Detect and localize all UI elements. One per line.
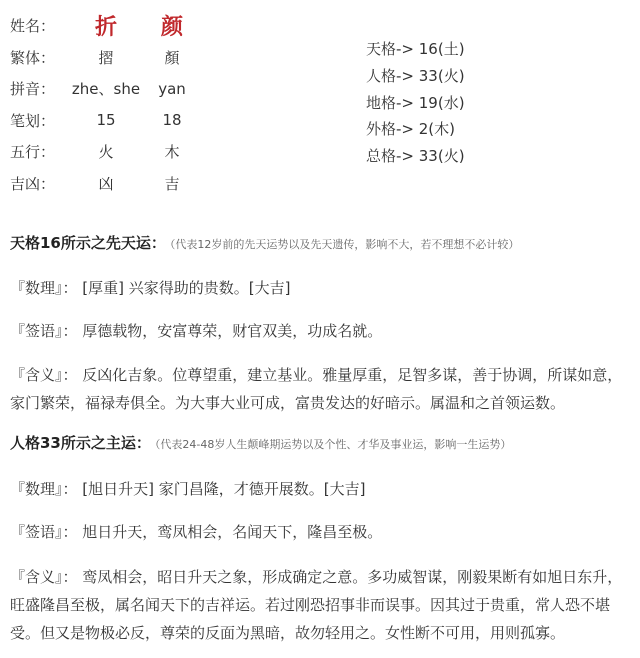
row-label: 拼音： (10, 80, 56, 99)
cell-value: 顏 (164, 48, 180, 67)
info-row-fortune (10, 168, 200, 200)
section-heading (10, 232, 628, 256)
row-label: 姓名： (10, 17, 56, 36)
surname-char: 折 (94, 15, 117, 41)
given-name-char: 颜 (160, 15, 183, 41)
section-title: 天格16所示之先天运： (10, 234, 166, 252)
section-note: （代表24-48岁人生颠峰期运势以及个性、才华及事业运，影响一生运势） (154, 438, 512, 451)
five-grid-list (366, 36, 465, 170)
cell-value: 木 (164, 143, 180, 162)
grid-item-di: 地格-> 19(水) (366, 93, 465, 112)
row-label: 吉凶： (10, 174, 56, 193)
info-row-strokes (10, 105, 200, 137)
grid-item-tian: 天格-> 16(土) (366, 40, 465, 58)
qianyu-paragraph: 『签语』： 厚德载物，安富尊荣，财官双美，功成名就。 (10, 322, 383, 340)
cell-value: 18 (162, 111, 182, 130)
grid-item-wai: 外格-> 2(木) (366, 120, 455, 139)
section-heading (10, 432, 628, 456)
info-row-name (10, 10, 200, 42)
info-row-pinyin (10, 73, 200, 105)
hanyi-paragraph: 『含义』： 鸾凤相会，昭日升天之象，形成确定之意。多功威智谋，刚毅果断有如旭日东升，旺盛隆昌至极，属名闻天下的吉祥运。若过刚恐招事非而误事。因其过于贵重，常人恐不堪受。但又是物极必反，尊荣的反面为黑暗，故勿轻用之。女性断不可用，用则孤寡。 (10, 568, 623, 642)
grid-item-ren: 人格-> 33(火) (366, 66, 465, 85)
cell-value: 吉 (164, 174, 180, 193)
row-label: 繁体： (10, 48, 56, 67)
hanyi-paragraph: 『含义』： 反凶化吉象。位尊望重，建立基业。雅量厚重，足智多谋，善于协调，所谋如意，家门繁荣，福禄寿俱全。为大事大业可成，富贵发达的好暗示。属温和之首领运数。 (10, 366, 623, 412)
grid-item-zong: 总格-> 33(火) (366, 147, 465, 166)
row-label: 笔划： (10, 111, 56, 130)
qianyu-paragraph: 『签语』： 旭日升天，鸾凤相会，名闻天下，隆昌至极。 (10, 523, 383, 541)
info-row-elements (10, 136, 200, 168)
cell-value: 摺 (98, 48, 114, 67)
cell-value: 火 (98, 143, 114, 162)
row-label: 五行： (10, 143, 56, 162)
shuli-paragraph: 『数理』： [厚重] 兴家得助的贵数。[大吉] (10, 279, 291, 297)
cell-value: zhe、she (71, 80, 141, 99)
cell-value: yan (158, 79, 186, 98)
info-row-traditional (10, 42, 200, 74)
shuli-paragraph: 『数理』： [旭日升天] 家门昌隆，才德开展数。[大吉] (10, 480, 366, 498)
section-title: 人格33所示之主运： (10, 434, 151, 452)
cell-value: 凶 (98, 174, 114, 193)
cell-value: 15 (96, 111, 116, 130)
name-info-table (10, 10, 200, 199)
section-note: （代表12岁前的先天运势以及先天遗传，影响不大，若不理想不必计较） (169, 238, 520, 251)
